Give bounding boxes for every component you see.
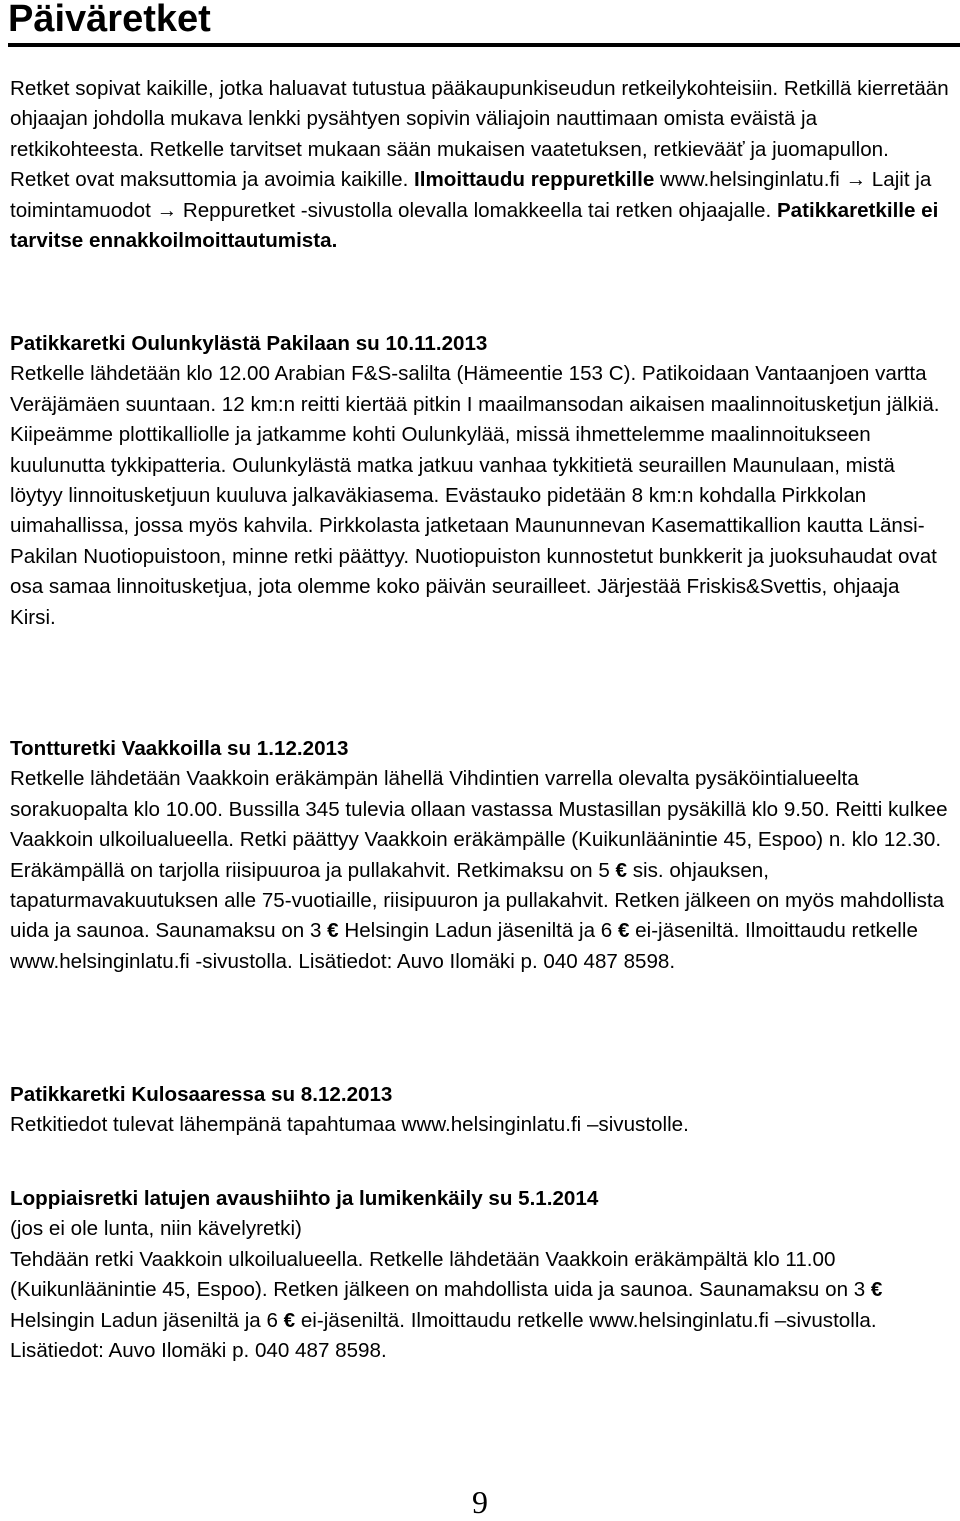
section-heading: Loppiaisretki latujen avaushiihto ja lumikenkäily su 5.1.2014 (10, 1187, 599, 1210)
section-vaakkoi (10, 734, 950, 977)
section-body: Retkitiedot tulevat lähempänä tapahtumaa www.helsinginlatu.fi –sivustolle. (10, 1113, 689, 1137)
intro-bold-signup: Ilmoittaudu reppuretkille (414, 168, 655, 192)
section-heading: Patikkaretki Oulunkylästä Pakilaan su 10.11.2013 (10, 332, 488, 355)
section-loppiainen (10, 1184, 950, 1366)
euro-icon: € (283, 1308, 296, 1332)
body-part: ei-jäseniltä. Ilmoittaudu retkelle www.helsinginlatu.fi -sivustolla. Lisätiedot: Auvo Ilomäki p. 040 487 8598. (10, 919, 918, 973)
euro-icon: € (870, 1278, 883, 1302)
body-part: Tehdään retki Vaakkoin ulkoilualueella. Retkelle lähdetään Vaakkoin eräkämpältä klo 11.00 (Kuikunläänintie 45, Espoo). Retken jälkeen on mahdollista uida ja saunoa. Saunamaksu on 3 (10, 1247, 871, 1302)
section-kulosaari (10, 1080, 950, 1141)
body-part: sis. ohjauksen, tapaturmavakuutuksen alle 75-vuotiaille, riisipuuron ja pullakahvit. Retken jälkeen on myös mahdollista uida ja saunoa. Saunamaksu on 3 (10, 858, 945, 943)
section-subheading: (jos ei ole lunta, niin kävelyretki) (10, 1217, 302, 1241)
page-number: 9 (472, 1484, 488, 1520)
section-body: Retkelle lähdetään klo 12.00 Arabian F&S-salilta (Hämeentie 153 C). Patikoidaan Vantaanjoen vartta Veräjämäen suuntaan. 12 km:n reitti kiertää pitkin I maailmansodan aikaisen maalinnoitusketjun jälkiä. Kiipeämme plottikalliolle ja jatkamme kohti Oulunkylää, missä ihmettelemme maalinnoitukseen kuulunutta tykkipatteria. Oulunkylästä matka jatkuu vanhaa tykkitietä seuraillen Maunulaan, mistä löytyy linnoitusketjuun kuuluva jalkaväkiasema. Evästauko pidetään 8 km:n kohdalla Pirkkolan uimahallissa, jossa myös kahvila. Pirkkolasta jatketaan Maununnevan Kasemattikallion kautta Länsi-Pakilan Nuotiopuistoon, minne retki päättyy. Nuotiopuiston kunnostetut bunkkerit ja juoksuhaudat ovat osa samaa linnoitusketjua, jota olemme koko päivän seurailleet. Järjestää Friskis&Svettis, ohjaaja Kirsi. (10, 362, 940, 629)
page-title: Päiväretket (8, 0, 211, 40)
section-heading: Tontturetki Vaakkoilla su 1.12.2013 (10, 737, 349, 760)
intro-paragraph (10, 74, 950, 256)
body-part: ei-jäseniltä. Ilmoittaudu retkelle www.helsinginlatu.fi –sivustolla. Lisätiedot: Auvo Ilomäki p. 040 487 8598. (10, 1308, 877, 1363)
euro-icon: € (615, 858, 627, 882)
intro-bold-no-signup: Patikkaretkille ei tarvitse ennakkoilmoittautumista. (10, 198, 939, 253)
body-part: Helsingin Ladun jäseniltä ja 6 (10, 1308, 284, 1332)
body-part: Retkelle lähdetään Vaakkoin eräkämpän lähellä Vihdintien varrella olevalta pysäköintialueelta sorakuopalta klo 10.00. Bussilla 345 tulevia ollaan vastassa Mustasillan pysäkillä klo 9.50. Reitti kulkee Vaakkoin ulkoilualueella. Retki päättyy Vaakkoin eräkämpälle (Kuikunläänintie 45, Espoo) n. klo 12.30. Eräkämpällä on tarjolla riisipuuroa ja pullakahvit. Retkimaksu on 5 (10, 767, 948, 882)
intro-text-2: www.helsinginlatu.fi → Lajit ja toimintamuodot → Reppuretket -sivustolla olevalla lomakkeella tai retken ohjaajalle. (10, 168, 932, 222)
euro-icon: € (617, 919, 630, 943)
section-oulunkyla (10, 329, 950, 633)
section-body (10, 764, 950, 977)
body-part: Helsingin Ladun jäseniltä ja 6 (338, 919, 618, 943)
title-underline (8, 43, 960, 47)
intro-text-1: Retket sopivat kaikille, jotka haluavat tutustua pääkaupunkiseudun retkeilykohteisiin. Retkillä kierretään ohjaajan johdolla mukava lenkki pysähtyen sopivin väliajoin nauttimaan omista eväistä ja retkikohteesta. Retkelle tarvitset mukaan sään mukaisen vaatetuksen, retkievääť ja juomapullon. Retket ovat maksuttomia ja avoimia kaikille. (10, 77, 949, 192)
section-heading: Patikkaretki Kulosaaressa su 8.12.2013 (10, 1083, 393, 1106)
section-body (10, 1245, 950, 1367)
euro-icon: € (327, 919, 339, 943)
